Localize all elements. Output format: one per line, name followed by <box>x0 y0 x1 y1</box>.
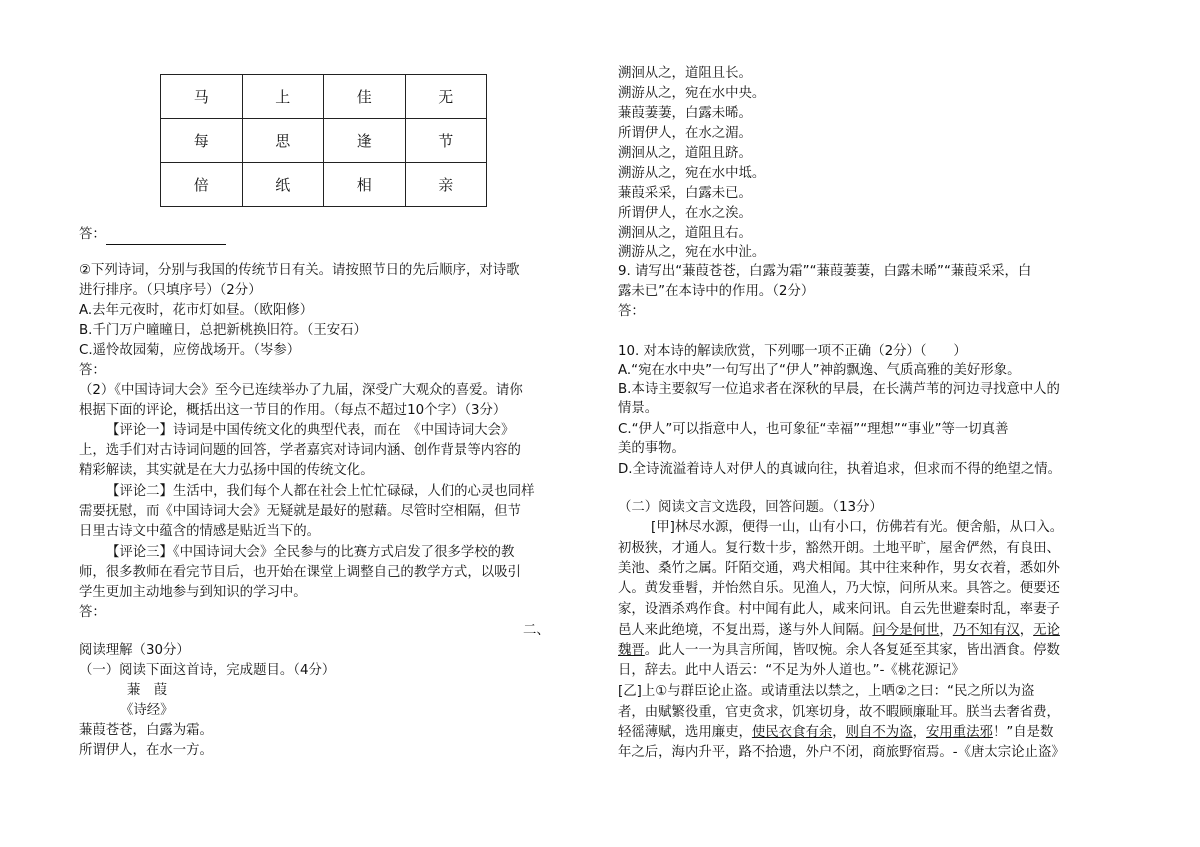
passage-text: 轻徭薄赋，选用廉吏， <box>618 725 752 740</box>
passage-line <box>618 723 1053 743</box>
option-c: C.“伊人”可以指意中人，也可象征“幸福”“理想”“事业”等一切真善 <box>618 422 1009 437</box>
grid-cell: 每 <box>161 119 243 163</box>
underlined-phrase: 安用重法邪 <box>925 725 993 740</box>
option-b: B.千门万户曈曈日，总把新桃换旧符。（王安石） <box>79 323 367 338</box>
passage-line <box>618 621 1060 641</box>
grid-cell: 无 <box>405 75 487 119</box>
answer-blank[interactable] <box>106 230 226 245</box>
underlined-phrase: 魏晋 <box>618 643 645 658</box>
grid-cell: 逢 <box>324 119 406 163</box>
answer-label: 答： <box>79 227 106 242</box>
poem-line: 溯洄从之，道阻且右。 <box>618 226 752 241</box>
poem-line: 所谓伊人，在水一方。 <box>79 743 213 758</box>
question-text: 10. 对本诗的解读欣赏，下列哪一项不正确（2分）（ ） <box>618 344 967 359</box>
subsection-title: （二）阅读文言文选段，回答问题。（13分） <box>618 500 883 515</box>
question-text: 根据下面的评论，概括出这一节目的作用。（每点不超过10个字）（3分） <box>79 403 507 418</box>
passage-text: ， <box>832 725 846 740</box>
passage-text: 。此人一一为具言所闻，皆叹惋。余人各复延至其家，皆出酒食。停数 <box>644 643 1060 658</box>
question-text: ②下列诗词，分别与我国的传统节日有关。请按照节日的先后顺序，对诗歌 <box>79 263 520 278</box>
underlined-phrase: 问今是何世 <box>872 623 940 638</box>
passage-line: [乙]上①与群臣论止盗。或请重法以禁之，上哂②之曰：“民之所以为盗 <box>618 684 1035 699</box>
option-c: 美的事物。 <box>618 441 685 456</box>
passage-line: [甲]林尽水源，便得一山，山有小口，仿佛若有光。便舍船，从口入。 <box>651 520 1064 535</box>
passage-line: 家，设酒杀鸡作食。村中闻有此人，咸来问讯。自云先世避秦时乱，率妻子 <box>618 602 1060 617</box>
section-title: 阅读理解（30分） <box>79 643 190 658</box>
poem-line: 溯游从之，宛在水中央。 <box>618 86 766 101</box>
passage-text: 邑人来此绝境，不复出焉，遂与外人间隔。 <box>618 623 873 638</box>
grid-row <box>161 75 487 119</box>
grid-row <box>161 163 487 207</box>
option-b: 情景。 <box>618 401 659 416</box>
poem-line: 蒹葭萋萋，白露未晞。 <box>618 106 752 121</box>
section-number: 二、 <box>523 623 550 638</box>
option-b: B.本诗主要叙写一位追求者在深秋的早晨，在长满芦苇的河边寻找意中人的 <box>618 382 1060 397</box>
poem-line: 蒹葭苍苍，白露为霜。 <box>79 723 213 738</box>
poem-line: 溯洄从之，道阻且长。 <box>618 66 752 81</box>
answer-label: 答： <box>618 304 645 319</box>
poem-line: 所谓伊人，在水之涘。 <box>618 206 752 221</box>
poem-line: 溯游从之，宛在水中沚。 <box>618 245 766 260</box>
comment-text: 精彩解读，其实就是在大力弘扬中国的传统文化。 <box>79 463 374 478</box>
passage-line: 年之后，海内升平，路不拾遗，外户不闭，商旅野宿焉。-《唐太宗论止盗》 <box>618 745 1065 760</box>
underlined-phrase: 则自不为盗 <box>845 725 913 740</box>
poem-source: 《诗经》 <box>120 703 174 718</box>
question-text: 9. 请写出“蒹葭苍苍，白露为霜”“蒹葭萋萋，白露未晞”“蒹葭采采，白 <box>618 264 1032 279</box>
underlined-phrase: 乃不知有汉 <box>952 623 1020 638</box>
passage-text: ， <box>1019 623 1034 638</box>
comment-text: 上，选手们对古诗词问题的回答，学者嘉宾对诗词内涵、创作背景等内容的 <box>79 443 521 458</box>
grid-cell: 亲 <box>405 163 487 207</box>
comment-text: 学生更加主动地参与到知识的学习中。 <box>79 585 307 600</box>
answer-label: 答： <box>79 363 106 378</box>
option-c: C.遥怜故园菊，应傍战场开。（岑参） <box>79 343 301 358</box>
grid-cell: 节 <box>405 119 487 163</box>
grid-cell: 思 <box>242 119 324 163</box>
comment-text: 【评论二】生活中，我们每个人都在社会上忙忙碌碌，人们的心灵也同样 <box>106 484 535 499</box>
subsection-title: （一）阅读下面这首诗，完成题目。（4分） <box>79 663 336 678</box>
poem-line: 蒹葭采采，白露未已。 <box>618 186 752 201</box>
question-text: 露未已”在本诗中的作用。（2分） <box>618 284 815 299</box>
grid-cell: 马 <box>161 75 243 119</box>
comment-text: 需要抚慰，而《中国诗词大会》无疑就是最好的慰藉。尽管时空相隔，但节 <box>79 504 521 519</box>
question-text: 进行排序。（只填序号）（2分） <box>79 283 262 298</box>
grid-cell: 倍 <box>161 163 243 207</box>
grid-cell: 佳 <box>324 75 406 119</box>
grid-cell: 纸 <box>242 163 324 207</box>
answer-label: 答： <box>79 605 106 620</box>
poem-line: 所谓伊人，在水之湄。 <box>618 126 752 141</box>
passage-line: 者，由赋繁役重，官吏贪求，饥寒切身，故不暇顾廉耻耳。朕当去奢省费， <box>618 705 1060 720</box>
underlined-phrase: 无论 <box>1033 623 1060 638</box>
passage-line <box>618 641 1060 661</box>
passage-text: ！”自是数 <box>992 725 1054 740</box>
grid-cell: 相 <box>324 163 406 207</box>
passage-line: 美池、桑竹之属。阡陌交通，鸡犬相闻。其中往来种作，男女衣着，悉如外 <box>618 561 1060 576</box>
comment-text: 日里古诗文中蕴含的情感是贴近当下的。 <box>79 524 321 539</box>
grid-cell: 上 <box>242 75 324 119</box>
question-text: （2）《中国诗词大会》至今已连续举办了九届，深受广大观众的喜爱。请你 <box>79 383 523 398</box>
option-a: A.“宛在水中央”一句写出了“伊人”神韵飘逸、气质高雅的美好形象。 <box>618 363 1021 378</box>
comment-text: 【评论三】《中国诗词大会》全民参与的比赛方式启发了很多学校的教 <box>106 545 515 560</box>
poem-line: 溯游从之，宛在水中坻。 <box>618 166 766 181</box>
answer-line-1 <box>79 225 226 245</box>
underlined-phrase: 使民衣食有余 <box>751 725 833 740</box>
character-grid <box>160 74 487 207</box>
option-d: D.全诗流溢着诗人对伊人的真诚向往，执着追求，但求而不得的绝望之情。 <box>618 462 1062 477</box>
passage-text: ， <box>912 725 926 740</box>
option-a: A.去年元夜时，花市灯如昼。（欧阳修） <box>79 303 314 318</box>
comment-text: 【评论一】诗词是中国传统文化的典型代表，而在 《中国诗词大会》 <box>106 423 515 438</box>
comment-text: 师，很多教师在看完节目后，也开始在课堂上调整自己的教学方式，以吸引 <box>79 565 521 580</box>
poem-line: 溯洄从之，道阻且跻。 <box>618 146 752 161</box>
poem-title: 蒹 葭 <box>127 683 168 698</box>
grid-row <box>161 119 487 163</box>
passage-text: ， <box>939 623 953 638</box>
passage-line: 人。黄发垂髫，并怡然自乐。见渔人，乃大惊，问所从来。具答之。便要还 <box>618 581 1060 596</box>
passage-line: 日，辞去。此中人语云：“不足为外人道也。”-《桃花源记》 <box>618 663 965 678</box>
passage-line: 初极狭，才通人。复行数十步，豁然开朗。土地平旷，屋舍俨然，有良田、 <box>618 541 1060 556</box>
